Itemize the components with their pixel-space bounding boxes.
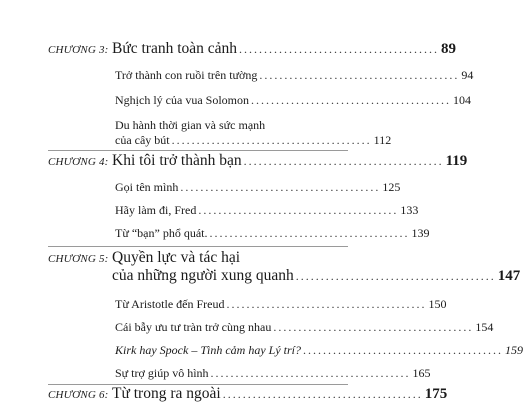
chapter-label: CHƯƠNG 4: bbox=[48, 156, 109, 168]
chapter-page-number: 89 bbox=[441, 41, 457, 57]
section-entry[interactable] bbox=[115, 297, 447, 312]
chapter-title: Bức tranh toàn cảnh bbox=[112, 40, 238, 57]
divider bbox=[48, 150, 348, 151]
section-entry[interactable] bbox=[115, 118, 348, 133]
section-title: Sự trợ giúp vô hình bbox=[115, 366, 209, 380]
leader-dots: ........................................ bbox=[180, 180, 381, 194]
leader-dots: ........................................ bbox=[243, 154, 444, 168]
section-entry[interactable] bbox=[115, 68, 474, 83]
leader-dots: ........................................ bbox=[302, 343, 503, 357]
section-page-number: 150 bbox=[428, 297, 447, 311]
chapter-page-number: 119 bbox=[445, 153, 468, 169]
section-title: Gọi tên mình bbox=[115, 180, 179, 194]
section-entry-continued[interactable] bbox=[115, 133, 392, 148]
leader-dots: ........................................ bbox=[171, 133, 372, 147]
chapter-page-number: 175 bbox=[424, 386, 448, 402]
section-page-number: 104 bbox=[452, 93, 471, 107]
leader-dots: ........................................ bbox=[198, 203, 399, 217]
section-title: Từ Aristotle đến Freud bbox=[115, 297, 225, 311]
leader-dots: ........................................ bbox=[222, 387, 423, 401]
section-entry[interactable] bbox=[115, 93, 471, 108]
section-page-number: 165 bbox=[412, 366, 431, 380]
chapter-label: CHƯƠNG 6: bbox=[48, 389, 109, 401]
chapter-4-entry[interactable] bbox=[48, 152, 468, 170]
leader-dots: ........................................ bbox=[273, 320, 474, 334]
section-entry[interactable] bbox=[115, 226, 430, 241]
section-entry[interactable] bbox=[115, 343, 523, 358]
chapter-title-line-2: của những người xung quanh bbox=[112, 267, 294, 284]
leader-dots: ........................................ bbox=[239, 42, 440, 56]
chapter-label: CHƯƠNG 3: bbox=[48, 44, 109, 56]
section-title: Cái bẫy ưu tư tràn trở cùng nhau bbox=[115, 320, 272, 334]
section-title: Trở thành con ruồi trên tường bbox=[115, 68, 258, 82]
section-page-number: 139 bbox=[411, 226, 430, 240]
chapter-3-entry[interactable] bbox=[48, 40, 457, 58]
chapter-title: Quyền lực và tác hại bbox=[112, 249, 241, 266]
chapter-5-entry[interactable] bbox=[48, 249, 348, 267]
leader-dots: ........................................ bbox=[210, 366, 411, 380]
section-page-number: 154 bbox=[475, 320, 494, 334]
chapter-5-entry-continued[interactable] bbox=[112, 267, 521, 285]
leader-dots: ........................................ bbox=[259, 68, 460, 82]
section-page-number: 94 bbox=[461, 68, 474, 82]
chapter-page-number: 147 bbox=[497, 268, 521, 284]
section-title: Du hành thời gian và sức mạnh bbox=[115, 118, 266, 132]
section-page-number: 159 bbox=[504, 343, 523, 357]
chapter-6-entry[interactable] bbox=[48, 385, 448, 403]
section-page-number: 125 bbox=[382, 180, 401, 194]
chapter-title: Từ trong ra ngoài bbox=[112, 385, 221, 402]
section-title: Kirk hay Spock – Tình cảm hay Lý trí? bbox=[115, 343, 301, 357]
section-title: Từ “bạn” phổ quát. bbox=[115, 226, 208, 240]
leader-dots: ........................................ bbox=[250, 93, 451, 107]
section-entry[interactable] bbox=[115, 320, 494, 335]
section-page-number: 112 bbox=[373, 133, 392, 147]
divider bbox=[48, 246, 348, 247]
section-entry[interactable] bbox=[115, 366, 431, 381]
leader-dots: ........................................ bbox=[226, 297, 427, 311]
chapter-title: Khi tôi trở thành bạn bbox=[112, 152, 242, 169]
section-entry[interactable] bbox=[115, 203, 419, 218]
section-entry[interactable] bbox=[115, 180, 401, 195]
section-title: của cây bút bbox=[115, 133, 170, 147]
section-title: Hãy làm đi, Fred bbox=[115, 203, 197, 217]
leader-dots: ........................................ bbox=[295, 269, 496, 283]
section-page-number: 133 bbox=[400, 203, 419, 217]
leader-dots: ........................................ bbox=[209, 226, 410, 240]
chapter-label: CHƯƠNG 5: bbox=[48, 253, 109, 265]
section-title: Nghịch lý của vua Solomon bbox=[115, 93, 249, 107]
